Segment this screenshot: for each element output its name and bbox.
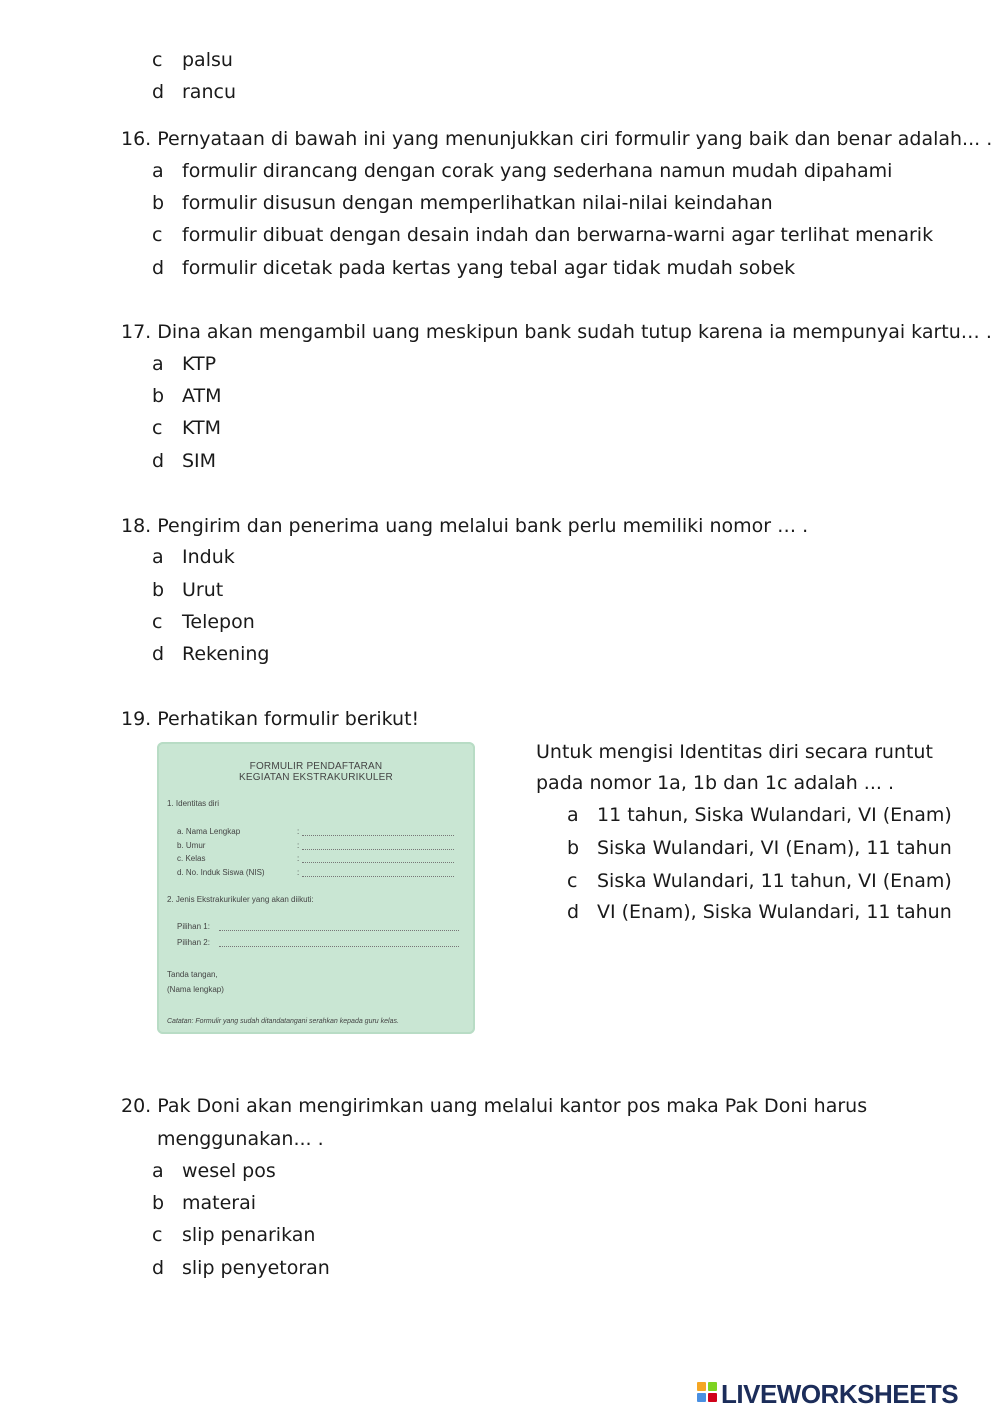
form-field-line: [219, 930, 459, 931]
question-20-cont: menggunakan... .: [157, 1128, 324, 1150]
question-19-prompt: Untuk mengisi Identitas diri secara runtut: [536, 741, 933, 763]
question-19: [121, 707, 419, 731]
form-choice-1: Pilihan 1:: [177, 922, 210, 931]
form-field-label: d. No. Induk Siswa (NIS): [177, 868, 265, 877]
form-field-label: c. Kelas: [177, 854, 206, 863]
question-text: Pak Doni akan mengirimkan uang melalui kantor pos maka Pak Doni harus: [157, 1095, 868, 1117]
form-section-1: 1. Identitas diri: [167, 799, 220, 808]
form-subtitle: KEGIATAN EKSTRAKURIKULER: [239, 772, 393, 783]
liveworksheets-logo[interactable]: [697, 1380, 997, 1408]
form-field-line: [302, 876, 454, 877]
question-17: [121, 320, 992, 344]
question-text: Pengirim dan penerima uang melalui bank perlu memiliki nomor … .: [157, 515, 809, 537]
question-text: Dina akan mengambil uang meskipun bank sudah tutup karena ia mempunyai kartu… .: [157, 321, 992, 343]
question-16: [121, 127, 992, 151]
logo-grid-icon: [697, 1382, 718, 1403]
registration-form-image: FORMULIR PENDAFTARAN KEGIATAN EKSTRAKURIKULER 1. Identitas diri a. Nama Lengkap : b. Umur : c. Kelas : d. No. Induk Siswa (NIS) : 2. Jenis Ekstrakurikuler yang akan diikuti: Pilihan 1: Pilihan 2: Tanda tangan, (Nama lengkap) Catatan: Formulir yang sudah ditandatangani serahkan kepada guru kelas.: [157, 742, 475, 1034]
question-text: Pernyataan di bawah ini yang menunjukkan ciri formulir yang baik dan benar adalah... .: [157, 128, 993, 150]
question-number: 19.: [121, 708, 152, 730]
question-number: 20.: [121, 1095, 152, 1117]
form-signature-name: (Nama lengkap): [167, 985, 224, 994]
question-number: 18.: [121, 515, 152, 537]
form-field-line: [302, 835, 454, 836]
form-section-2: 2. Jenis Ekstrakurikuler yang akan diikuti:: [167, 895, 314, 904]
logo-text: LIVEWORKSHEETS: [721, 1379, 959, 1409]
form-field-label: b. Umur: [177, 841, 206, 850]
question-text: Perhatikan formulir berikut!: [157, 708, 420, 730]
question-19-prompt-cont: pada nomor 1a, 1b dan 1c adalah ... .: [536, 772, 895, 794]
question-20: [121, 1094, 867, 1118]
question-18: [121, 514, 808, 538]
form-note: Catatan: Formulir yang sudah ditandatangani serahkan kepada guru kelas.: [167, 1018, 399, 1025]
form-field-line: [219, 946, 459, 947]
form-field-line: [302, 849, 454, 850]
form-field-line: [302, 862, 454, 863]
form-field-label: a. Nama Lengkap: [177, 827, 241, 836]
question-number: 17.: [121, 321, 152, 343]
form-choice-2: Pilihan 2:: [177, 938, 210, 947]
question-number: 16.: [121, 128, 152, 150]
form-title: FORMULIR PENDAFTARAN: [249, 761, 383, 772]
form-signature: Tanda tangan,: [167, 970, 218, 979]
